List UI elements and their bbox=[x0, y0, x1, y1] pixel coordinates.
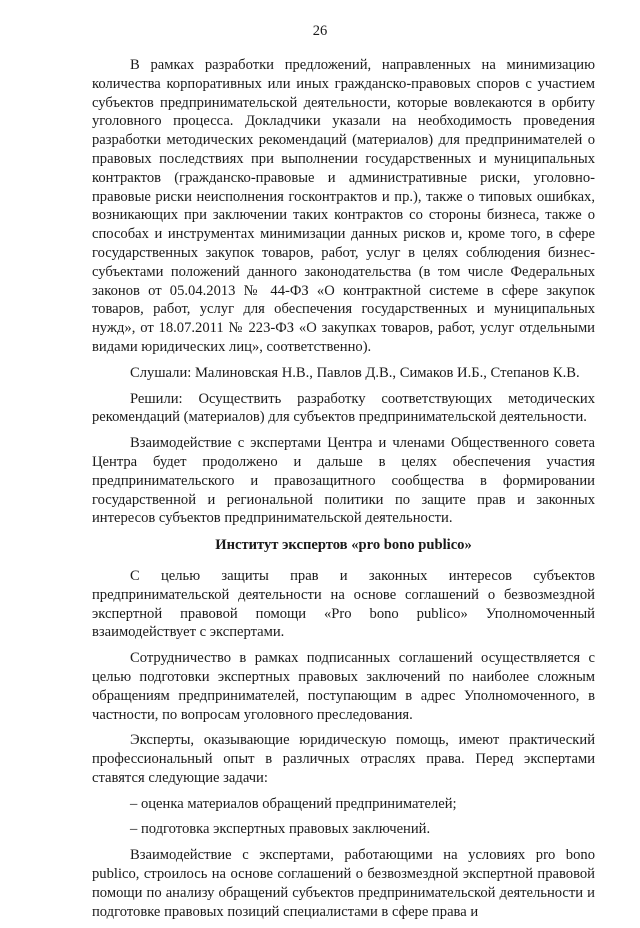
paragraph-cooperation: Взаимодействие с экспертами Центра и членами Общественного совета Центра будет продолжено и дальше в целях обеспечения участия предпринимательского и правозащитного сообщества в формировании государственной и региональной политики по защите прав и законных интересов субъектов предпринимательской деятельности. bbox=[92, 435, 595, 527]
list-item-task: – подготовка экспертных правовых заключений. bbox=[130, 821, 431, 838]
paragraph-expert-agreements: Сотрудничество в рамках подписанных соглашений осуществляется с целью подготовки экспертных правовых заключений по наиболее сложным обращениям предпринимателей, поступающим в адрес Уполномоченного, в частности, по вопросам уголовного преследования. bbox=[92, 650, 595, 723]
paragraph-heard: Слушали: Малиновская Н.В., Павлов Д.В., Симаков И.Б., Степанов К.В. bbox=[130, 364, 580, 381]
paragraph-decided: Решили: Осуществить разработку соответствующих методических рекомендаций (материалов) для субъектов предпринимательской деятельности. bbox=[92, 390, 595, 426]
paragraph-methodology: В рамках разработки предложений, направленных на минимизацию количества корпоративных или иных гражданско-правовых споров с участием субъектов предпринимательской деятельности, которые вовлекаются в орбиту уголовного процесса. Докладчики указали на необходимость проведения разработки методических рекомендаций (материалов) для предпринимателей о правовых последствиях при выполнении государственных и муниципальных контрактов (гражданско-правовые и административные риски, уголовно-правовые риски неисполнения госконтрактов и пр.), также о типовых ошибках, возникающих при заключении таких контрактов со стороны бизнеса, также о способах и инструментах минимизации данных рисков и, кроме того, в сфере государственных закупок товаров, работ, услуг в целях соблюдения бизнес-субъектами положений данного законодательства (в том числе Федеральных законов от 05.04.2013 № 44-ФЗ «О контрактной системе в сфере закупок товаров, работ, услуг для обеспечения государственных и муниципальных нужд», от 18.07.2011 № 223-ФЗ «О закупках товаров, работ, услуг отдельными видами юридических лиц», соответственно). bbox=[92, 57, 595, 355]
document-body bbox=[92, 56, 595, 928]
page-number: 26 bbox=[312, 23, 328, 39]
paragraph-expert-purpose: С целью защиты прав и законных интересов субъектов предпринимательской деятельности на основе соглашений о безвозмездной экспертной правовой помощи «Pro bono publico» Уполномоченный взаимодействует с экспертами. bbox=[92, 567, 595, 641]
paragraph-pro-bono-interaction: Взаимодействие с экспертами, работающими на условиях pro bono publico, строилось на основе соглашений о безвозмездной экспертной правовой помощи по анализу обращений субъектов предпринимательской деятельности и подготовке правовых позиций специалистами в сфере права и bbox=[92, 847, 595, 920]
list-item-task: – оценка материалов обращений предпринимателей; bbox=[130, 795, 457, 812]
section-heading: Институт экспертов «pro bono publico» bbox=[215, 537, 472, 554]
paragraph-expert-tasks-intro: Эксперты, оказывающие юридическую помощь, имеют практический профессиональный опыт в различных отраслях права. Перед экспертами ставятся следующие задачи: bbox=[92, 732, 595, 786]
